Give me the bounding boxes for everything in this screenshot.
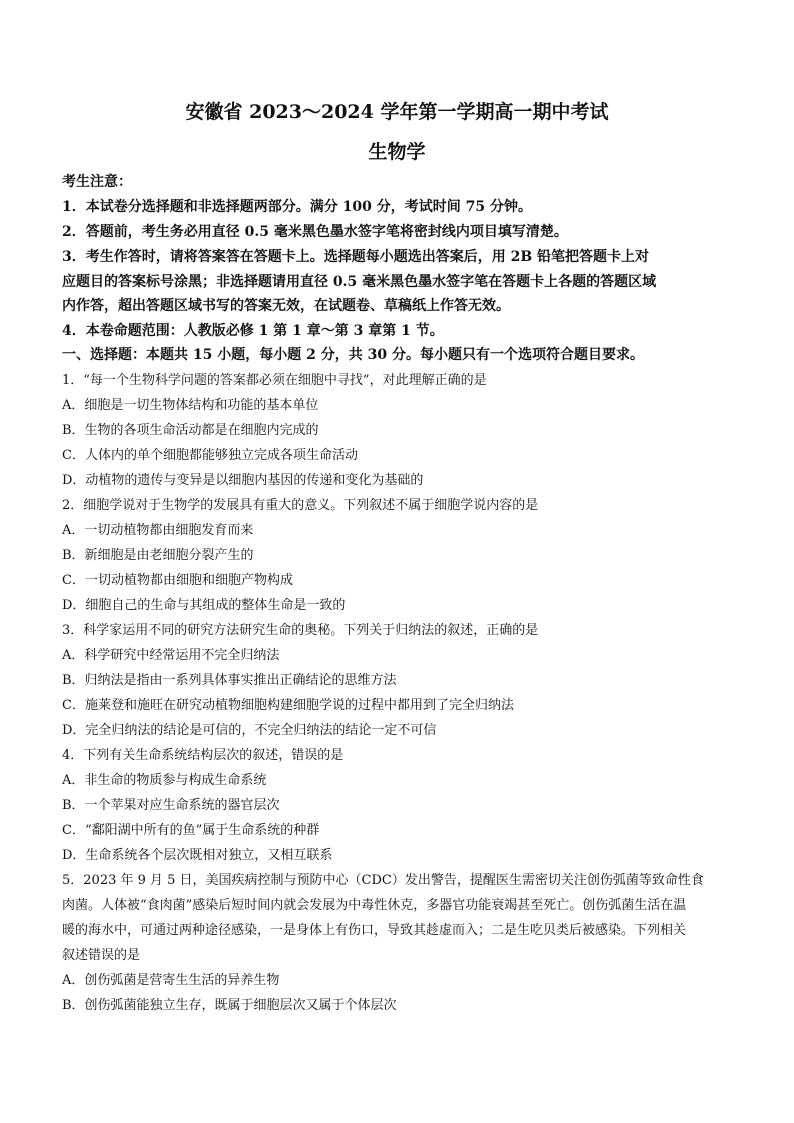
question-option: B．创伤弧菌能独立生存，既属于细胞层次又属于个体层次 (62, 998, 397, 1013)
notice-heading: 考生注意： (62, 174, 132, 190)
question-option: A．科学研究中经常运用不完全归纳法 (62, 648, 280, 663)
question-option: B．归纳法是指由一系列具体事实推出正确结论的思维方法 (62, 673, 397, 688)
question-option: D．完全归纳法的结论是可信的，不完全归纳法的结论一定不可信 (62, 723, 437, 738)
question-option: A．非生命的物质参与构成生命系统 (62, 773, 267, 788)
question-option: D．动植物的遗传与变异是以细胞内基因的传递和变化为基础的 (62, 473, 424, 488)
question-option: B．生物的各项生命活动都是在细胞内完成的 (62, 423, 319, 438)
question-stem: 5．2023 年 9 月 5 日，美国疾病控制与预防中心（CDC）发出警告，提醒医生需密切关注创伤弧菌等致命性食 (62, 873, 704, 888)
question-option: C．“鄱阳湖中所有的鱼”属于生命系统的种群 (62, 823, 320, 838)
question-stem: 4．下列有关生命系统结构层次的叙述，错误的是 (62, 748, 344, 763)
question-stem: 肉菌。人体被“食肉菌”感染后短时间内就会发展为中毒性休克，多器官功能衰竭甚至死亡。创伤弧菌生活在温 (62, 898, 687, 913)
question-option: A．细胞是一切生物体结构和功能的基本单位 (62, 398, 319, 413)
question-option: A．一切动植物都由细胞发育而来 (62, 523, 254, 538)
question-stem: 1．“每一个生物科学问题的答案都必须在细胞中寻找”，对此理解正确的是 (62, 373, 487, 388)
exam-subject: 生物学 (368, 141, 426, 163)
exam-title: 安徽省 2023～2024 学年第一学期高一期中考试 (185, 101, 609, 123)
question-stem: 叙述错误的是 (62, 948, 141, 963)
question-option: B．一个苹果对应生命系统的器官层次 (62, 798, 280, 813)
question-stem: 3．科学家运用不同的研究方法研究生命的奥秘。下列关于归纳法的叙述，正确的是 (62, 623, 539, 638)
question-stem: 暖的海水中，可通过两种途径感染，一是身体上有伤口，导致其趁虚而入；二是生吃贝类后被感染。下列相关 (62, 923, 687, 938)
question-option: C．一切动植物都由细胞和细胞产物构成 (62, 573, 293, 588)
notice-item: 1．本试卷分选择题和非选择题两部分。满分 100 分，考试时间 75 分钟。 (62, 199, 532, 215)
question-option: C．施莱登和施旺在研究动植物细胞构建细胞学说的过程中都用到了完全归纳法 (62, 698, 514, 713)
question-option: D．细胞自己的生命与其组成的整体生命是一致的 (62, 598, 346, 613)
question-option: C．人体内的单个细胞都能够独立完成各项生命活动 (62, 448, 358, 463)
notice-item: 3．考生作答时，请将答案答在答题卡上。选择题每小题选出答案后，用 2B 铅笔把答题卡上对 (62, 249, 650, 265)
question-option: B．新细胞是由老细胞分裂产生的 (62, 548, 254, 563)
notice-item: 内作答，超出答题区域书写的答案无效，在试题卷、草稿纸上作答无效。 (62, 298, 510, 314)
notice-item: 2．答题前，考生务必用直径 0.5 毫米黑色墨水签字笔将密封线内项目填写清楚。 (62, 224, 568, 240)
question-option: D．生命系统各个层次既相对独立，又相互联系 (62, 848, 333, 863)
question-stem: 2．细胞学说对于生物学的发展具有重大的意义。下列叙述不属于细胞学说内容的是 (62, 498, 539, 513)
notice-item: 应题目的答案标号涂黑；非选择题请用直径 0.5 毫米黑色墨水签字笔在答题卡上各题的答题区域 (62, 274, 657, 290)
question-option: A．创伤弧菌是营寄生生活的异养生物 (62, 973, 280, 988)
section-heading: 一、选择题：本题共 15 小题，每小题 2 分，共 30 分。每小题只有一个选项符合题目要求。 (62, 347, 644, 363)
notice-item: 4．本卷命题范围：人教版必修 1 第 1 章～第 3 章第 1 节。 (62, 323, 444, 339)
